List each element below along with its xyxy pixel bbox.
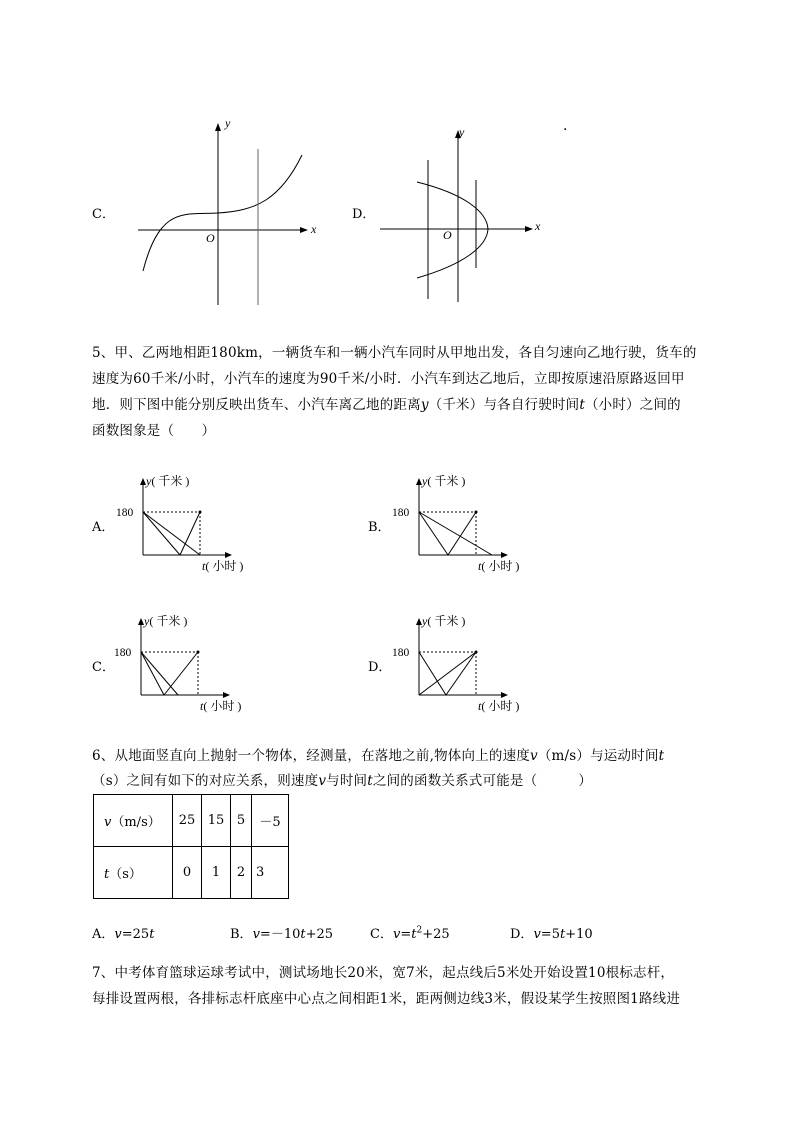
table-row (94, 795, 289, 847)
table-cell: 0 (173, 847, 202, 899)
graph-d-origin-label: O (443, 228, 452, 242)
q5-line-2: 速度为60千米/小时，小汽车的速度为90千米/小时．小汽车到达乙地后，立即按原速沿原路返回甲 (92, 371, 685, 387)
svg-text:180: 180 (392, 647, 410, 659)
graph-d-x-arrow (525, 226, 533, 232)
table-cell: 2 (231, 847, 252, 899)
graph-d-x-label: x (535, 219, 541, 233)
stray-dot: · (563, 122, 568, 138)
q5-line-3: 地．则下图中能分别反映出货车、小汽车离乙地的距离y（千米）与各自行驶时间t（小时）之间的 (92, 397, 681, 413)
q5-line-4: 函数图象是（ ） (92, 423, 216, 439)
graph-c-curve (143, 155, 302, 271)
q6-line-2: （s）之间有如下的对应关系，则速度v与时间t之间的函数关系式可能是（ ） (92, 773, 593, 789)
q5-option-a-label[interactable]: A． (92, 520, 115, 535)
option-d-label: D． (352, 207, 376, 222)
graph-d-y-label: y (459, 125, 465, 139)
svg-text:t( 小时 ): t( 小时 ) (478, 699, 520, 713)
table-cell: 25 (173, 795, 202, 847)
q5-option-c-label[interactable]: C． (92, 660, 115, 675)
svg-text:180: 180 (116, 507, 134, 519)
table-head-t: t（s） (94, 847, 173, 899)
q5-option-d-label[interactable]: D． (368, 660, 392, 675)
svg-text:180: 180 (392, 507, 410, 519)
q5-line-1: 5、甲、乙两地相距180km，一辆货车和一辆小汽车同时从甲地出发，各自匀速向乙地行驶，货车的 (92, 345, 697, 361)
q5-graph-a (110, 470, 280, 580)
q5-graph-d (386, 610, 556, 720)
table-cell: 5 (231, 795, 252, 847)
table-cell: －5 (252, 795, 289, 847)
q6-answer-c[interactable]: C．$v=t^2+25$ (370, 925, 450, 942)
svg-text:t( 小时 ): t( 小时 ) (202, 559, 244, 573)
q7-line-2: 每排设置两根，各排标志杆底座中心点之间相距1米，距两侧边线3米，假设某学生按照图1路线进 (92, 991, 681, 1007)
svg-text:t( 小时 ): t( 小时 ) (478, 559, 520, 573)
table-cell: 1 (202, 847, 231, 899)
graph-d (375, 122, 555, 302)
svg-text:y( 千米 ): y( 千米 ) (146, 474, 190, 488)
q5-graph-c (108, 610, 278, 720)
q6-line-1: 6、从地面竖直向上抛射一个物体，经测量，在落地之前,物体向上的速度v（m/s）与运动时间t (92, 748, 665, 764)
svg-text:y( 千米 ): y( 千米 ) (422, 474, 466, 488)
svg-text:180: 180 (114, 647, 132, 659)
table-cell: 15 (202, 795, 231, 847)
table-cell: 3 (252, 847, 289, 899)
table-head-v: v（m/s） (94, 795, 173, 847)
q6-answer-d[interactable]: D．v=5t+10 (510, 927, 593, 942)
svg-text:y( 千米 ): y( 千米 ) (422, 614, 466, 628)
q5-option-b-label[interactable]: B． (368, 520, 391, 535)
q7-line-1: 7、中考体育篮球运球考试中，测试场地长20米，宽7米，起点线后5米处开始设置10根标志杆， (92, 965, 675, 981)
q6-table (93, 794, 289, 899)
svg-text:t( 小时 ): t( 小时 ) (200, 699, 242, 713)
graph-c-x-label: x (311, 222, 317, 236)
graph-c-x-arrow (300, 227, 308, 233)
svg-text:y( 千米 ): y( 千米 ) (144, 614, 188, 628)
option-c-label: C． (92, 207, 115, 222)
q6-answer-b[interactable]: B．v=－10t+25 (230, 927, 334, 942)
graph-c (130, 115, 330, 310)
table-row (94, 847, 289, 899)
graph-c-y-arrow (215, 123, 221, 131)
q6-answer-a[interactable]: A．v=25t (92, 927, 155, 942)
q5-graph-b (386, 470, 556, 580)
graph-c-y-label: y (225, 116, 231, 130)
graph-c-origin-label: O (206, 231, 215, 245)
